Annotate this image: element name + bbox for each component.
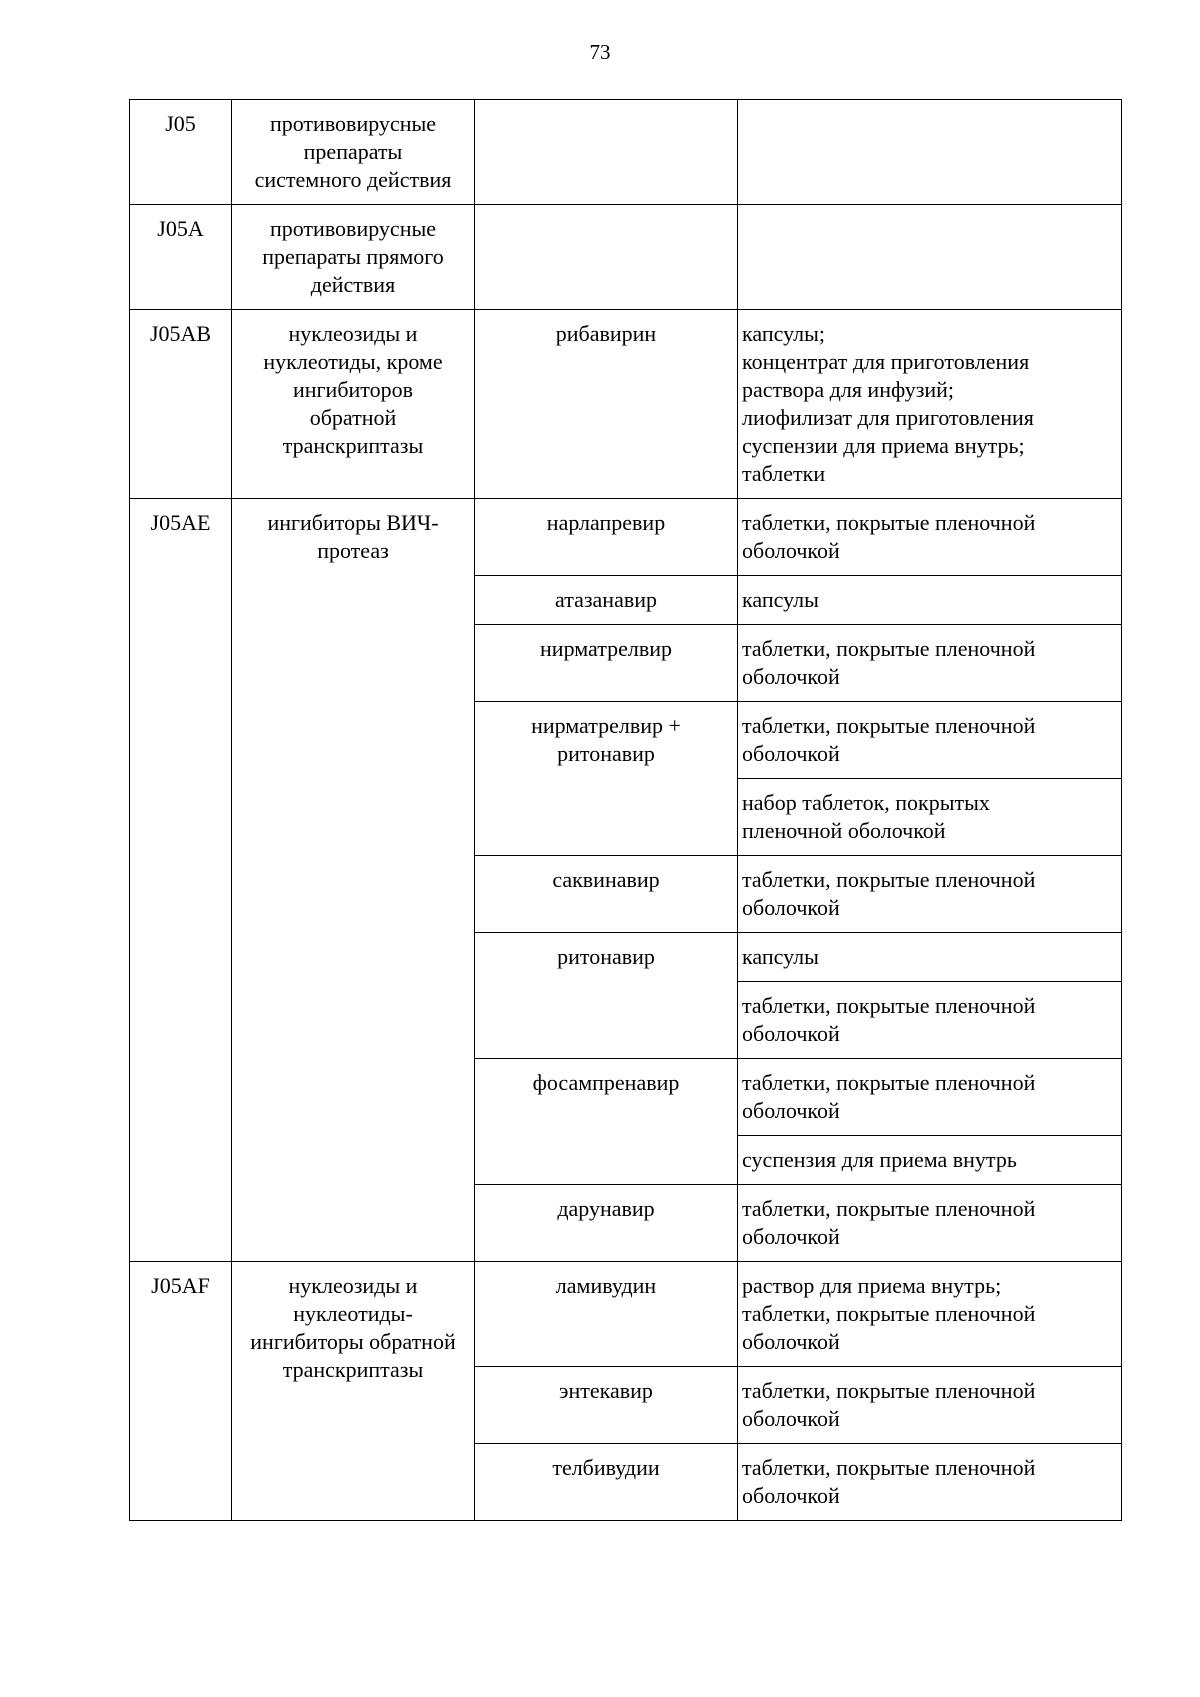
inn-cell: [475, 499, 738, 576]
dosage-form-cell-line: таблетки, покрытые пленочной: [742, 713, 1036, 738]
atc-group-cell-line: действия: [310, 272, 396, 297]
dosage-form-cell-line: капсулы;: [742, 321, 825, 346]
atc-group-cell-line: нуклеозиды и: [288, 321, 418, 346]
atc-group-cell: [232, 100, 475, 205]
atc-code-cell: [130, 205, 232, 310]
dosage-form-cell-line: таблетки, покрытые пленочной: [742, 1196, 1036, 1221]
dosage-form-cell-line: капсулы: [742, 944, 819, 969]
dosage-form-cell-line: оболочкой: [742, 1329, 840, 1354]
dosage-form-cell-line: пленочной оболочкой: [742, 818, 946, 843]
inn-cell: [475, 1185, 738, 1262]
dosage-form-cell-line: оболочкой: [742, 538, 840, 563]
dosage-form-cell-line: таблетки, покрытые пленочной: [742, 867, 1036, 892]
dosage-form-cell-line: таблетки, покрытые пленочной: [742, 1301, 1036, 1326]
atc-code-cell-line: J05A: [157, 216, 204, 241]
dosage-form-cell-line: оболочкой: [742, 1406, 840, 1431]
atc-code-cell: [130, 310, 232, 499]
inn-cell: [475, 1444, 738, 1521]
dosage-form-cell-line: оболочкой: [742, 1483, 840, 1508]
dosage-form-cell-line: таблетки, покрытые пленочной: [742, 993, 1036, 1018]
atc-group-cell-line: нуклеозиды и: [288, 1273, 418, 1298]
dosage-form-cell-line: оболочкой: [742, 664, 840, 689]
atc-group-cell-line: ингибиторы обратной: [250, 1329, 456, 1354]
table-row: [130, 499, 1122, 576]
inn-cell: [475, 1367, 738, 1444]
atc-group-cell: [232, 499, 475, 1262]
atc-group-cell-line: противовирусные: [269, 111, 437, 136]
dosage-form-cell-line: таблетки, покрытые пленочной: [742, 510, 1036, 535]
atc-group-cell-line: препараты: [303, 139, 403, 164]
dosage-form-cell: [738, 779, 1122, 856]
atc-group-cell-line: препараты прямого: [262, 244, 444, 269]
atc-code-cell: [130, 1262, 232, 1521]
table-row: [130, 1262, 1122, 1367]
dosage-form-cell: [738, 310, 1122, 499]
atc-code-cell-line: J05AF: [151, 1273, 210, 1298]
atc-group-cell-line: протеаз: [317, 538, 389, 563]
dosage-form-cell-line: капсулы: [742, 587, 819, 612]
dosage-form-cell: [738, 1136, 1122, 1185]
dosage-form-cell: [738, 982, 1122, 1059]
inn-cell: [475, 702, 738, 856]
inn-cell: [475, 1059, 738, 1185]
atc-group-cell-line: ингибиторы ВИЧ-: [267, 510, 439, 535]
dosage-form-cell-line: лиофилизат для приготовления: [742, 405, 1034, 430]
dosage-form-cell: [738, 1444, 1122, 1521]
inn-cell-line: атазанавир: [555, 587, 657, 612]
atc-group-cell: [232, 1262, 475, 1521]
dosage-form-cell-line: раствора для инфузий;: [742, 377, 955, 402]
inn-cell-line: ламивудин: [555, 1273, 657, 1298]
inn-cell: [475, 100, 738, 205]
atc-group-cell-line: противовирусные: [269, 216, 437, 241]
dosage-form-cell-line: суспензия для приема внутрь: [742, 1147, 1017, 1172]
inn-cell: [475, 625, 738, 702]
inn-cell-line: саквинавир: [552, 867, 660, 892]
dosage-form-cell: [738, 1185, 1122, 1262]
inn-cell-line: ритонавир: [557, 944, 655, 969]
inn-cell-line: энтекавир: [559, 1378, 653, 1403]
inn-cell: [475, 856, 738, 933]
dosage-form-cell-line: оболочкой: [742, 895, 840, 920]
dosage-form-cell: [738, 499, 1122, 576]
inn-cell: [475, 576, 738, 625]
dosage-form-cell-line: оболочкой: [742, 1021, 840, 1046]
dosage-form-cell-line: оболочкой: [742, 1098, 840, 1123]
inn-cell-line: фосампренавир: [532, 1070, 680, 1095]
dosage-form-cell-line: таблетки, покрытые пленочной: [742, 1378, 1036, 1403]
inn-cell-line: телбивудии: [552, 1455, 660, 1480]
inn-cell-line: дарунавир: [557, 1196, 655, 1221]
inn-cell-line: рибавирин: [555, 321, 657, 346]
dosage-form-cell: [738, 576, 1122, 625]
table-row: [130, 100, 1122, 205]
inn-cell: [475, 310, 738, 499]
dosage-form-cell: [738, 1059, 1122, 1136]
dosage-form-cell: [738, 625, 1122, 702]
inn-cell-line: ритонавир: [557, 741, 655, 766]
dosage-form-cell-line: таблетки: [742, 461, 826, 486]
drug-table: [129, 99, 1122, 1521]
atc-group-cell-line: системного действия: [254, 167, 452, 192]
dosage-form-cell: [738, 702, 1122, 779]
dosage-form-cell-line: таблетки, покрытые пленочной: [742, 636, 1036, 661]
dosage-form-cell: [738, 1367, 1122, 1444]
dosage-form-cell-line: суспензии для приема внутрь;: [742, 433, 1025, 458]
inn-cell: [475, 1262, 738, 1367]
dosage-form-cell: [738, 856, 1122, 933]
page-number: 73: [589, 40, 611, 64]
atc-group-cell: [232, 310, 475, 499]
table-row: [130, 310, 1122, 499]
dosage-form-cell-line: таблетки, покрытые пленочной: [742, 1070, 1036, 1095]
dosage-form-cell-line: оболочкой: [742, 741, 840, 766]
table-row: [130, 205, 1122, 310]
atc-code-cell-line: J05AE: [150, 510, 211, 535]
atc-group-cell-line: ингибиторов: [292, 377, 414, 402]
inn-cell: [475, 205, 738, 310]
atc-group-cell-line: нуклеотиды-: [293, 1301, 413, 1326]
atc-group-cell-line: транскриптазы: [282, 1357, 424, 1382]
dosage-form-cell-line: концентрат для приготовления: [742, 349, 1030, 374]
dosage-form-cell: [738, 205, 1122, 310]
atc-group-cell-line: обратной: [309, 405, 397, 430]
dosage-form-cell-line: таблетки, покрытые пленочной: [742, 1455, 1036, 1480]
atc-code-cell: [130, 499, 232, 1262]
table-body: [130, 100, 1122, 1521]
dosage-form-cell: [738, 100, 1122, 205]
inn-cell-line: нирматрелвир: [540, 636, 672, 661]
dosage-form-cell-line: оболочкой: [742, 1224, 840, 1249]
dosage-form-cell: [738, 1262, 1122, 1367]
atc-group-cell-line: нуклеотиды, кроме: [263, 349, 443, 374]
dosage-form-cell-line: набор таблеток, покрытых: [742, 790, 990, 815]
dosage-form-cell: [738, 933, 1122, 982]
inn-cell-line: нирматрелвир +: [531, 713, 681, 738]
atc-group-cell-line: транскриптазы: [282, 433, 424, 458]
inn-cell: [475, 933, 738, 1059]
atc-code-cell-line: J05AB: [149, 321, 212, 346]
atc-code-cell: [130, 100, 232, 205]
inn-cell-line: нарлапревир: [546, 510, 666, 535]
dosage-form-cell-line: раствор для приема внутрь;: [742, 1273, 1002, 1298]
atc-code-cell-line: J05: [165, 111, 196, 136]
atc-group-cell: [232, 205, 475, 310]
